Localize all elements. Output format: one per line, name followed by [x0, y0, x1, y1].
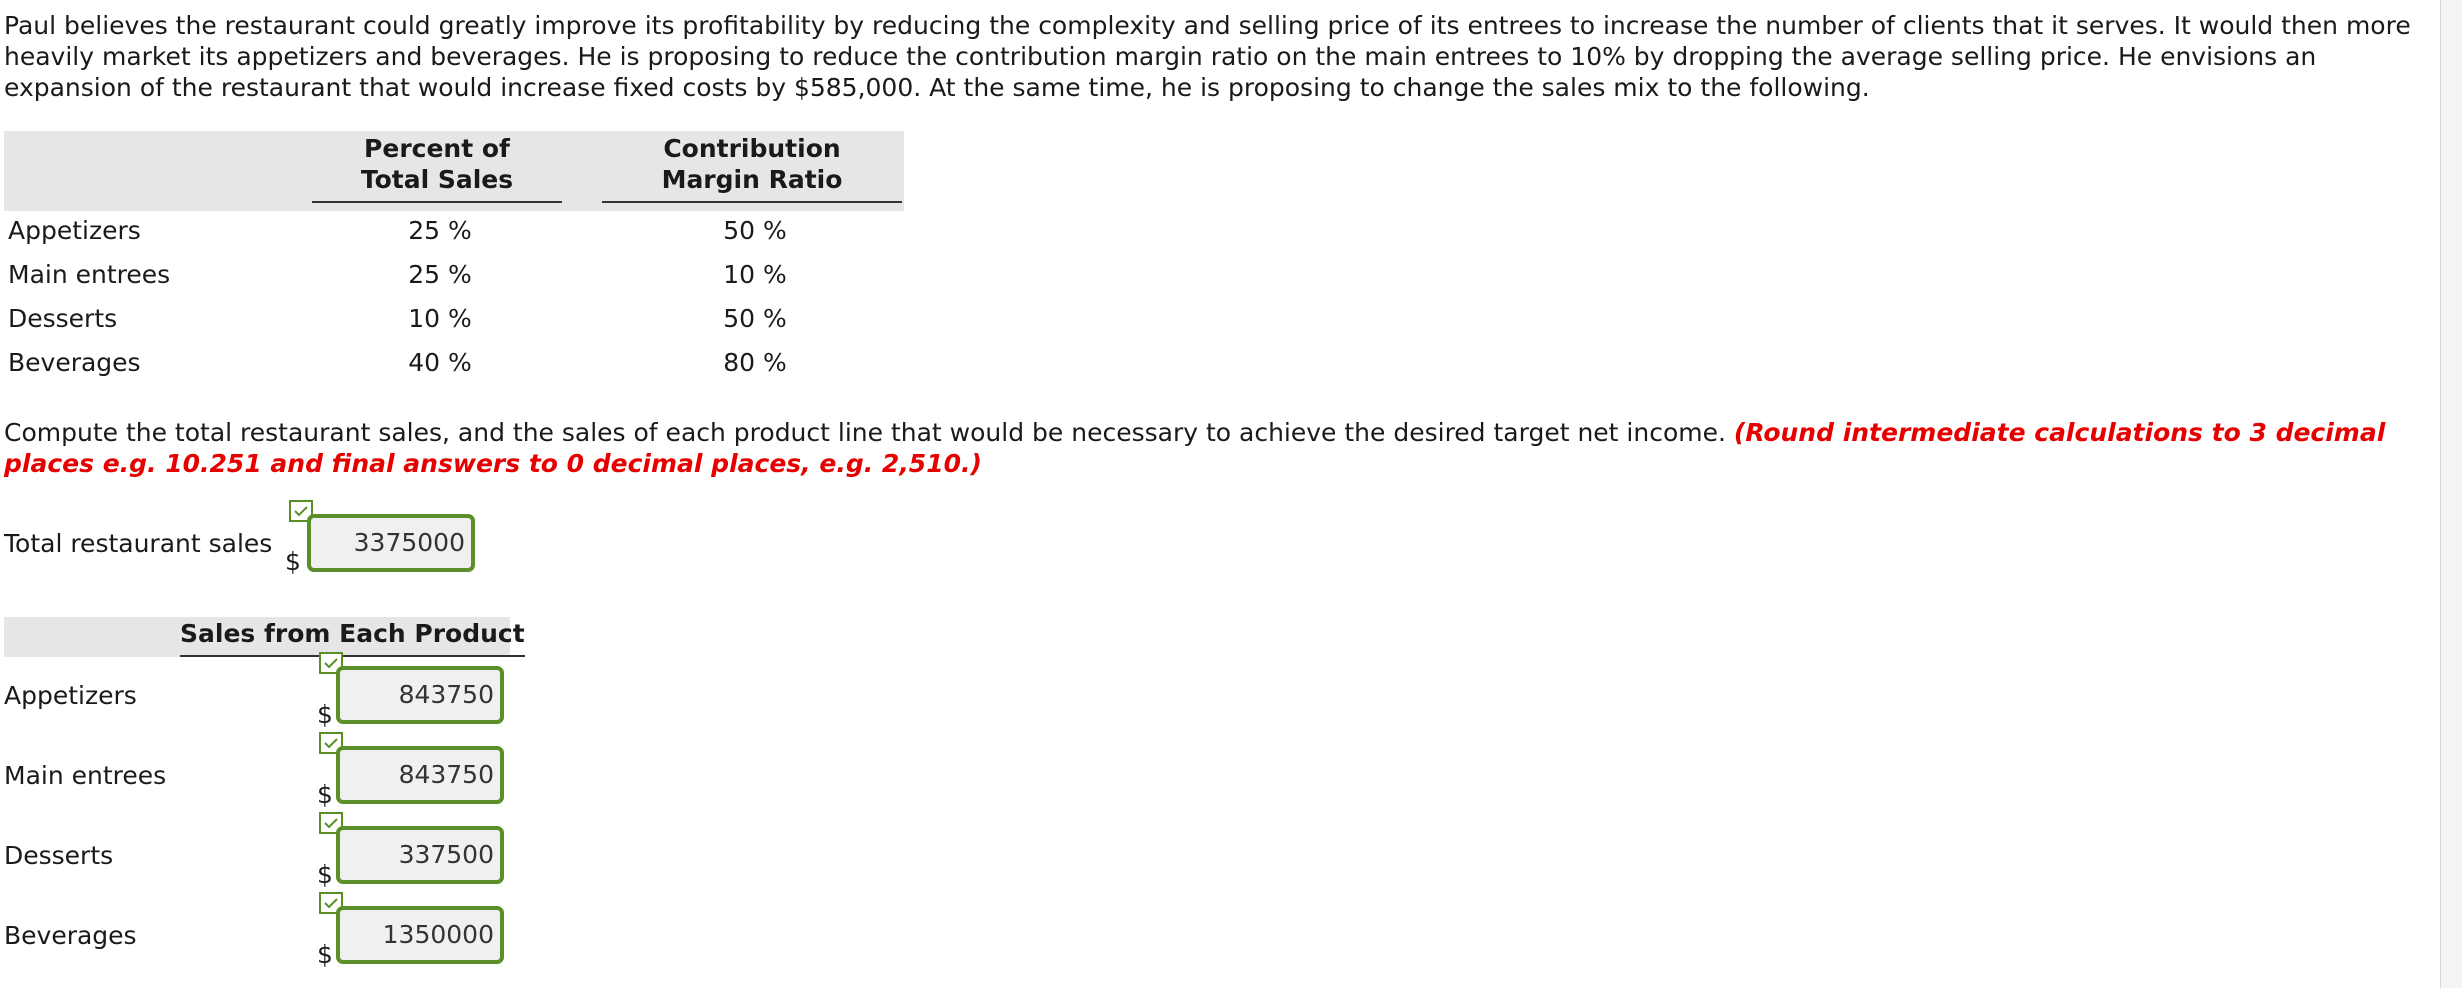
percent-cell: 10 % — [408, 304, 472, 333]
sales-row-label: Beverages — [4, 921, 137, 950]
cm-cell: 10 % — [723, 260, 787, 289]
percent-of-sales-header — [312, 133, 562, 195]
appetizers-sales-input[interactable]: 843750 — [336, 666, 504, 724]
currency-symbol: $ — [317, 860, 333, 889]
sales-row-label: Main entrees — [4, 761, 167, 790]
cm-ratio-header — [602, 133, 902, 195]
percent-cell: 40 % — [408, 348, 472, 377]
header-underline — [602, 201, 902, 203]
mix-row-main-entrees — [0, 253, 900, 297]
beverages-sales-input[interactable]: 1350000 — [336, 906, 504, 964]
mix-row-desserts — [0, 297, 900, 341]
problem-text: Paul believes the restaurant could greatly improve its profitability by reducing the complexity and selling price of its entrees to increase the number of clients that it serves. It would then more heavily market its appetizers and beverages. He is proposing to reduce the contribution margin ratio on the main entrees to 10% by dropping the average selling price. He envisions an expansion of the restaurant that would increase fixed costs by $585,000. At the same time, he is proposing to change the sales mix to the following. — [4, 11, 2411, 102]
sales-table-title: Sales from Each Product — [180, 617, 525, 657]
header-underline — [312, 201, 562, 203]
header-line: Contribution — [663, 134, 841, 163]
cm-cell: 50 % — [723, 304, 787, 333]
desserts-sales-input[interactable]: 337500 — [336, 826, 504, 884]
cm-cell: 50 % — [723, 216, 787, 245]
main-entrees-sales-input[interactable]: 843750 — [336, 746, 504, 804]
percent-cell: 25 % — [408, 216, 472, 245]
sales-row-label: Appetizers — [4, 681, 137, 710]
row-label: Beverages — [8, 348, 141, 377]
mix-row-appetizers — [0, 209, 900, 253]
percent-cell: 25 % — [408, 260, 472, 289]
currency-symbol: $ — [317, 700, 333, 729]
sales-row-label: Desserts — [4, 841, 114, 870]
total-sales-label: Total restaurant sales — [4, 529, 273, 558]
instruction-main: Compute the total restaurant sales, and the sales of each product line that would be necessary to achieve the desired target net income. — [4, 418, 1726, 447]
rounding-hint: (Round intermediate calculations to 3 decimal places e.g. 10.251 and final answers to 0 decimal places, e.g. 2,510.) — [4, 418, 2386, 478]
total-sales-input[interactable]: 3375000 — [307, 514, 475, 572]
currency-symbol: $ — [317, 940, 333, 969]
row-label: Appetizers — [8, 216, 141, 245]
row-label: Main entrees — [8, 260, 171, 289]
scrollbar[interactable] — [2440, 0, 2462, 988]
header-line: Percent of — [364, 134, 510, 163]
row-label: Desserts — [8, 304, 118, 333]
instruction-text — [4, 417, 2444, 479]
currency-symbol: $ — [285, 547, 301, 576]
mix-row-beverages — [0, 341, 900, 385]
currency-symbol: $ — [317, 780, 333, 809]
header-line: Total Sales — [360, 165, 514, 194]
header-line: Margin Ratio — [661, 165, 843, 194]
cm-cell: 80 % — [723, 348, 787, 377]
